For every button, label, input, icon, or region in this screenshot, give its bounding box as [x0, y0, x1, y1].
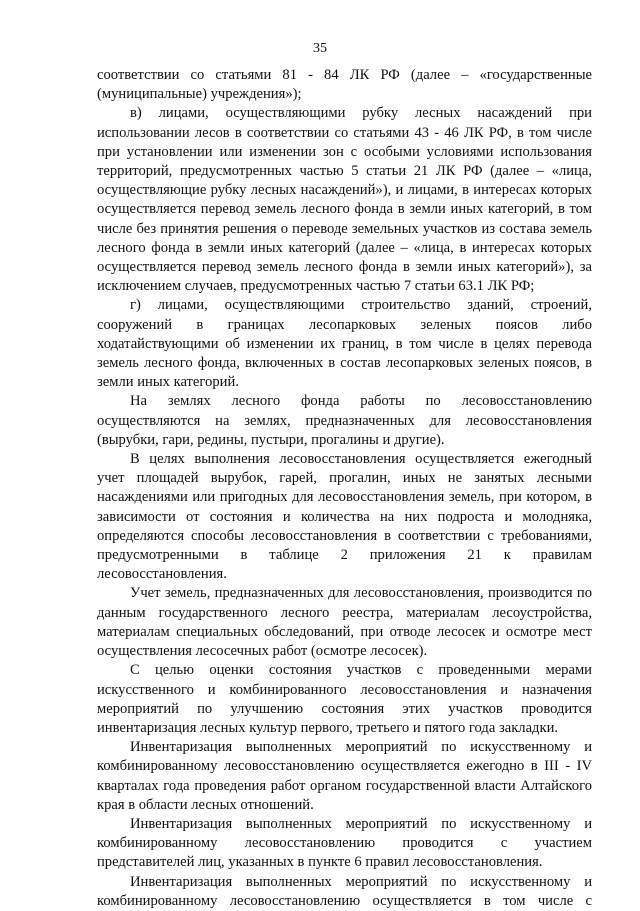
body-text	[97, 66, 592, 911]
paragraph-inventory-participants: Инвентаризация выполненных мероприятий по искусственному и комбинированному лесовосстановлению проводится с участием представителей лиц, указанных в пункте 6 правил лесовосстановления.	[97, 815, 592, 871]
paragraph-continued-state-institutions: соответствии со статьями 81 - 84 ЛК РФ (далее – «государственные (муниципальные) учреждения»);	[97, 67, 592, 103]
paragraph-inventory-timing: Инвентаризация выполненных мероприятий по искусственному и комбинированному лесовосстановлению осуществляется ежегодно в III - IV кварталах года проведения работ органом государственной власти Алтайского края в области лесных отношений.	[97, 739, 592, 813]
paragraph-culture-inventory: С целью оценки состояния участков с проведенными мерами искусственного и комбинированного лесовосстановления и назначения мероприятий по улучшению состояния этих участков проводится инвентаризация лесных культур первого, третьего и пятого года закладки.	[97, 662, 592, 736]
paragraph-annual-accounting: В целях выполнения лесовосстановления осуществляется ежегодный учет площадей вырубок, гарей, прогалин, иных не занятых лесными насаждениями или пригодных для лесовосстановления земель, при котором, в зависимости от состояния и количества на них подроста и молодняка, определяются способы лесовосстановления в соответствии с требованиями, предусмотренными в таблице 2 приложения 21 к правилам лесовосстановления.	[97, 451, 592, 583]
paragraph-item-g-construction-persons: г) лицами, осуществляющими строительство зданий, строений, сооружений в границах лесопарковых зеленых поясов либо ходатайствующими об изменении их границ, в том числе в целях перевода земель лесного фонда, включенных в состав лесопарковых зеленых поясов, в земли иных категорий.	[97, 297, 592, 391]
paragraph-reforestation-lands: На землях лесного фонда работы по лесовосстановлению осуществляются на землях, предназначенных для лесовосстановления (вырубки, гари, редины, пустыри, прогалины и другие).	[97, 393, 592, 448]
page-number: 35	[313, 41, 327, 56]
paragraph-inventory-continued: Инвентаризация выполненных мероприятий по искусственному и комбинированному лесовосстановлению осуществляется в том числе с	[97, 873, 592, 909]
paragraph-item-v-logging-persons: в) лицами, осуществляющими рубку лесных насаждений при использовании лесов в соответствии со статьями 43 - 46 ЛК РФ, в том числе при установлении или изменении зон с особыми условиями использования территорий, предусмотренных частью 5 статьи 21 ЛК РФ (далее – «лица, осуществляющие рубку лесных насаждений»), и лицами, в интересах которых осуществляется перевод земель лесного фонда в земли иных категорий, в том числе без принятия решения о переводе земельных участков из состава земель лесного фонда в земли иных категорий (далее – «лица, в интересах которых осуществляется перевод земель лесного фонда в земли иных категорий»), за исключением случаев, предусмотренных частью 7 статьи 63.1 ЛК РФ;	[97, 105, 592, 295]
paragraph-land-accounting-sources: Учет земель, предназначенных для лесовосстановления, производится по данным государственного лесного реестра, материалам лесоустройства, материалам специальных обследований, при отводе лесосек и осмотре мест осуществления лесосечных работ (осмотре лесосек).	[97, 585, 592, 660]
